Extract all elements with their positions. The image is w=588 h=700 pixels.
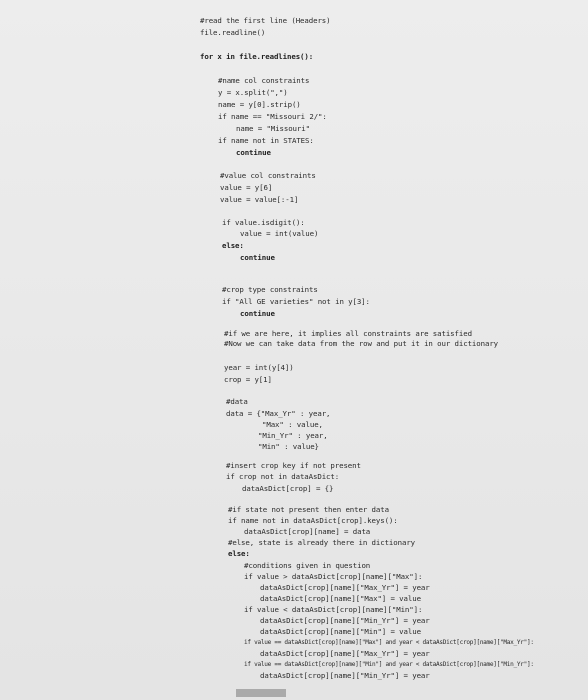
code-line: y = x.split(",") <box>218 88 288 97</box>
code-line: value = int(value) <box>240 229 319 238</box>
code-line: crop = y[1] <box>224 375 272 384</box>
comment-read-header: #read the first line (Headers) <box>200 16 331 25</box>
code-line: continue <box>240 309 275 318</box>
code-line: dataAsDict[crop][name]["Min"] = value <box>260 627 421 636</box>
code-line: if value > dataAsDict[crop][name]["Max"]: <box>244 572 423 581</box>
code-line: year = int(y[4]) <box>224 363 294 372</box>
code-line: if name not in dataAsDict[crop].keys(): <box>228 516 398 525</box>
code-line: else: <box>228 549 250 558</box>
comment-data: #data <box>226 397 248 406</box>
code-line: value = value[:-1] <box>220 195 299 204</box>
code-line: value = y[6] <box>220 183 273 192</box>
code-line: if name not in STATES: <box>218 136 314 145</box>
code-line: else: <box>222 241 244 250</box>
code-line: dataAsDict[crop][name]["Max_Yr"] = year <box>260 583 430 592</box>
code-line: if value == dataAsDict[crop][name]["Min"] and year < dataAsDict[crop][name]["Min_Yr"]: <box>244 661 534 668</box>
comment-crop-constraints: #crop type constraints <box>222 285 318 294</box>
comment-name-constraints: #name col constraints <box>218 76 310 85</box>
code-line: if crop not in dataAsDict: <box>226 472 340 481</box>
comment-conditions: #conditions given in question <box>244 561 371 570</box>
code-line: if "All GE varieties" not in y[3]: <box>222 297 370 306</box>
code-line: name = "Missouri" <box>236 124 310 133</box>
code-line: continue <box>240 253 275 262</box>
cut-off-text-strip <box>236 689 286 697</box>
code-line: "Max" : value, <box>262 420 323 429</box>
code-line: "Min" : value} <box>258 442 319 451</box>
code-line: dataAsDict[crop] = {} <box>242 484 334 493</box>
code-line: if value == dataAsDict[crop][name]["Max"] and year < dataAsDict[crop][name]["Max_Yr"]: <box>244 639 534 646</box>
code-line: name = y[0].strip() <box>218 100 301 109</box>
code-line: dataAsDict[crop][name]["Max_Yr"] = year <box>260 649 430 658</box>
code-line-for-loop: for x in file.readlines(): <box>200 52 314 61</box>
code-line: dataAsDict[crop][name]["Min_Yr"] = year <box>260 616 430 625</box>
code-line: if name == "Missouri 2/": <box>218 112 327 121</box>
code-line: dataAsDict[crop][name] = data <box>244 527 371 536</box>
code-line: if value < dataAsDict[crop][name]["Min"]: <box>244 605 423 614</box>
comment-else-state-there: #else, state is already there in dictionary <box>228 538 416 547</box>
comment-insert-crop: #insert crop key if not present <box>226 461 361 470</box>
comment-value-constraints: #value col constraints <box>220 171 316 180</box>
comment-take-data: #Now we can take data from the row and put it in our dictionary <box>224 339 499 348</box>
code-line: dataAsDict[crop][name]["Min_Yr"] = year <box>260 671 430 680</box>
code-line: if value.isdigit(): <box>222 218 305 227</box>
comment-state-not-present: #if state not present then enter data <box>228 505 389 514</box>
comment-constraints-satisfied: #if we are here, it implies all constraints are satisfied <box>224 329 472 338</box>
code-line: dataAsDict[crop][name]["Max"] = value <box>260 594 421 603</box>
code-line: file.readline() <box>200 28 266 37</box>
code-line: data = {"Max_Yr" : year, <box>226 409 331 418</box>
code-line: "Min_Yr" : year, <box>258 431 328 440</box>
code-line: continue <box>236 148 271 157</box>
